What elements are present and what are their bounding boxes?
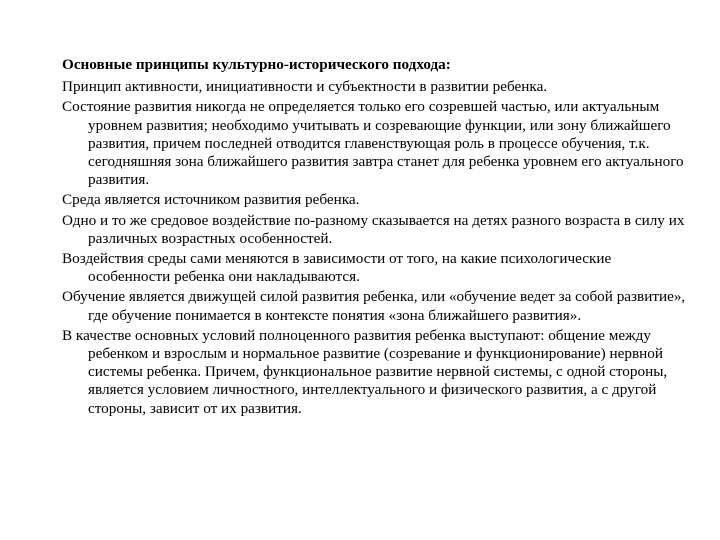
paragraph-environment-source: Среда является источником развития ребенка.	[62, 191, 360, 209]
slide-text-body	[62, 56, 692, 420]
paragraph-activity-principle: Принцип активности, инициативности и субъектности в развитии ребенка.	[62, 78, 548, 96]
paragraph-conditions-of-development: В качестве основных условий полноценного развития ребенка выступают: общение между ребенком и взрослым и нормальное развитие (созревание и функционирование) нервной системы ребенка. Причем, функциональное развитие нервной системы, с одной стороны, является условием личностного, интеллектуального и физического развития, а с другой стороны, зависит от их развития.	[62, 326, 668, 417]
paragraph-age-differences: Одно и то же средовое воздействие по-разному сказывается на детях разного возраста в силу их различных возрастных особенностей.	[62, 211, 685, 247]
paragraph-zone-of-proximal-development: Состояние развития никогда не определяется только его созревшей частью, или актуальным уровнем развития; необходимо учитывать и созревающие функции, или зону ближайшего развития, причем последней отводится главенствующая роль в процессе обучения, т.к. сегодняшняя зона ближайшего развития завтра станет для ребенка уровнем его актуального развития.	[62, 98, 684, 189]
slide-heading: Основные принципы культурно-исторического подхода:	[62, 56, 451, 73]
paragraph-learning-drives-development: Обучение является движущей силой развития ребенка, или «обучение ведет за собой развитие», где обучение понимается в контексте понятия «зона ближайшего развития».	[62, 288, 686, 324]
paragraph-environment-influence: Воздействия среды сами меняются в зависимости от того, на какие психологические особенности ребенка они накладываются.	[62, 250, 612, 286]
